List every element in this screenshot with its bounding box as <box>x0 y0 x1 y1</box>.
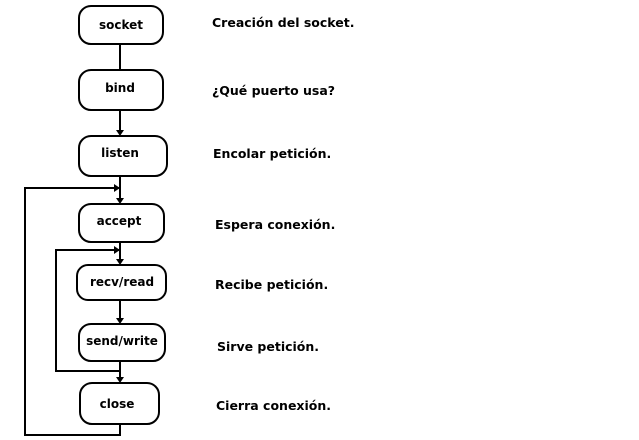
description-accept: Espera conexión. <box>215 217 336 232</box>
step-accept <box>79 204 164 242</box>
step-label: accept <box>96 214 142 228</box>
step-label: close <box>99 397 135 411</box>
description-listen: Encolar petición. <box>213 146 332 161</box>
step-label: recv/read <box>89 275 155 289</box>
step-listen <box>79 136 167 176</box>
description-send: Sirve petición. <box>217 339 320 354</box>
description-close: Cierra conexión. <box>216 398 332 413</box>
step-send <box>79 324 165 361</box>
step-label: send/write <box>86 334 158 348</box>
step-socket <box>79 6 163 44</box>
step-label: listen <box>101 146 139 160</box>
description-socket: Creación del socket. <box>212 15 355 30</box>
step-descriptions <box>212 15 354 413</box>
step-label: bind <box>105 81 135 95</box>
step-close <box>80 383 159 424</box>
description-bind: ¿Qué puerto usa? <box>212 83 336 98</box>
step-label: socket <box>98 18 144 32</box>
step-recv <box>77 265 166 300</box>
description-recv: Recibe petición. <box>215 277 329 292</box>
step-bind <box>79 70 163 110</box>
